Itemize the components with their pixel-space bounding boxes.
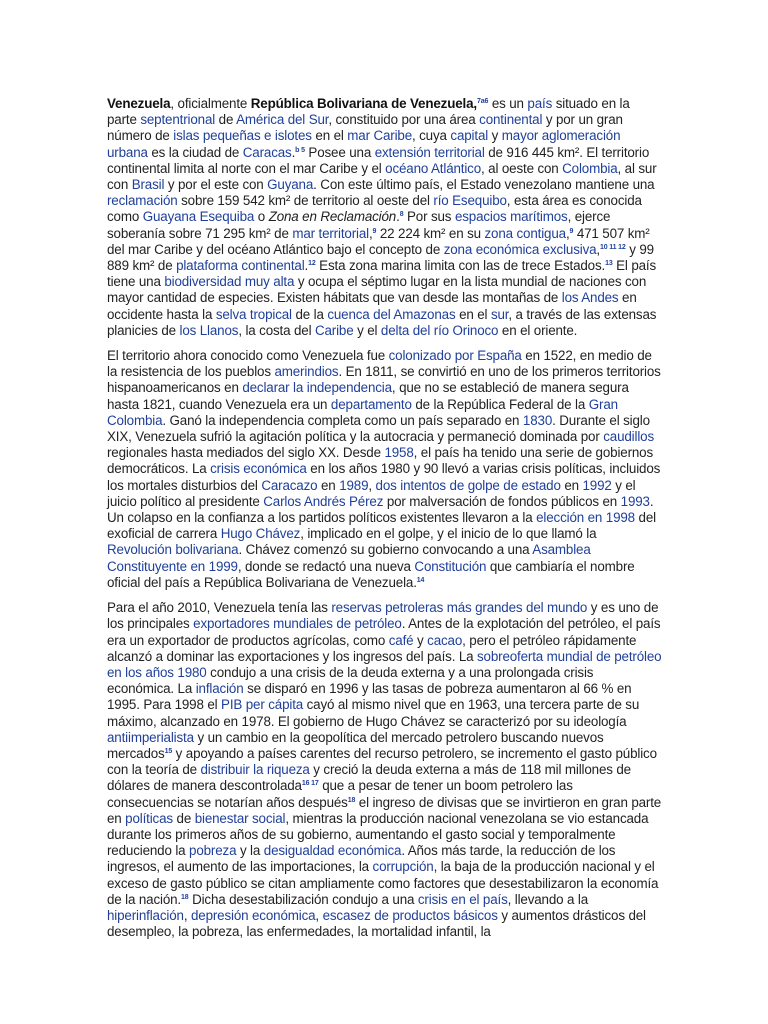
article-link[interactable]: Brasil xyxy=(131,177,165,193)
italic-text: Zona en Reclamación xyxy=(268,209,397,225)
reference-superscript[interactable]: 15 xyxy=(164,747,173,755)
reference-superscript[interactable]: 16 17 xyxy=(301,780,319,788)
article-link[interactable]: crisis económica xyxy=(210,461,307,477)
article-link[interactable]: sobreoferta mundial de petróleo en los años 1980 xyxy=(107,648,662,680)
text-run: en el xyxy=(455,306,491,322)
article-link[interactable]: departamento xyxy=(330,396,412,412)
text-run: de xyxy=(172,810,195,826)
article-link[interactable]: selva tropical xyxy=(215,306,292,322)
article-link[interactable]: caudillos xyxy=(603,429,655,445)
text-run: , a través de las extensas planicies de xyxy=(107,306,657,338)
text-run: , xyxy=(596,241,600,257)
text-run: Posee una xyxy=(304,144,375,160)
article-link[interactable]: continental xyxy=(479,112,543,128)
text-run: Para el año 2010, Venezuela tenía las xyxy=(107,600,332,616)
article-link[interactable]: hiperinflación xyxy=(107,907,184,923)
article-link[interactable]: Caracas xyxy=(242,144,292,160)
article-link[interactable]: desigualdad económica xyxy=(263,843,402,859)
article-link[interactable]: PIB per cápita xyxy=(221,697,304,713)
article-link[interactable]: mar Caribe xyxy=(347,128,412,144)
text-run: . xyxy=(291,144,296,160)
article-link[interactable]: 1989 xyxy=(339,477,369,493)
reference-superscript[interactable]: 18 xyxy=(181,893,189,901)
text-run: por malversación de fondos públicos en xyxy=(383,493,621,509)
article-link[interactable]: pobreza xyxy=(189,843,237,859)
article-link[interactable]: delta del río Orinoco xyxy=(380,322,499,338)
text-run: , mientras la producción nacional venezolana se vio estancada durante los primeros años de su gobierno, aumentando el gasto social y temporalmente reduciendo la xyxy=(107,810,649,859)
article-link[interactable]: corrupción xyxy=(372,859,434,875)
article-link[interactable]: distribuir la riqueza xyxy=(200,762,310,778)
text-run: . Durante el siglo XIX, Venezuela sufrió la agitación política y la autocracia y permaneció dominada por xyxy=(107,412,650,445)
reference-superscript[interactable]: 18 xyxy=(347,796,356,804)
text-run: , donde se redactó una nueva xyxy=(237,558,415,574)
text-run: y creció la deuda externa a más de 118 mil millones de dólares de manera descontrolada xyxy=(107,762,631,794)
text-run: y aumentos drásticos del desempleo, la pobreza, las enfermedades, la mortalidad infantil, la xyxy=(107,907,646,940)
text-run: , esta área es conocida como xyxy=(107,193,642,225)
text-run: Por sus xyxy=(403,209,455,225)
text-run: en 1522, en medio de la resistencia de los pueblos xyxy=(107,348,652,380)
reference-superscript[interactable]: b xyxy=(295,146,300,154)
article-link[interactable]: extensión territorial xyxy=(374,144,485,160)
text-run: , implicado en el golpe, y el inicio de lo que llamó la xyxy=(300,526,597,542)
text-run: es un xyxy=(488,96,528,111)
text-run: , ejerce soberanía sobre 71 295 km² de xyxy=(107,209,611,241)
article-link[interactable]: 1958 xyxy=(384,445,414,461)
text-run: . Un colapso en la confianza a los partidos políticos existentes llevaron a la xyxy=(107,493,654,526)
article-link[interactable]: 1830 xyxy=(522,412,553,428)
text-run: , constituido por una área xyxy=(328,112,480,128)
text-run: y por el este con xyxy=(164,177,268,193)
text-run: y un cambio en la geopolítica del mercado petrolero buscando nuevos mercados xyxy=(107,729,604,761)
text-run: . xyxy=(396,209,400,225)
text-run: de la República Federal de la xyxy=(411,396,589,412)
article-link[interactable]: biodiversidad muy alta xyxy=(164,274,295,290)
article-link[interactable]: depresión económica xyxy=(190,907,316,923)
text-run: , xyxy=(368,225,373,241)
text-run: en el xyxy=(311,128,348,144)
text-run: . Años más tarde, la reducción de los ingresos, el aumento de las importaciones, la xyxy=(107,843,616,875)
text-run: , pero el petróleo rápidamente alcanzó a dominar las exportaciones y los ingresos del país. La xyxy=(107,632,637,664)
article-link[interactable]: reservas petroleras más grandes del mundo xyxy=(331,600,588,616)
article-link[interactable]: Carlos Andrés Pérez xyxy=(263,493,384,509)
text-run: en occidente hasta la xyxy=(107,290,637,322)
article-link[interactable]: colonizado por España xyxy=(388,348,522,364)
article-link[interactable]: cacao xyxy=(427,632,463,648)
text-run: condujo a una crisis de la deuda externa y a una prolongada crisis económica. La xyxy=(107,664,594,697)
article-link[interactable]: Hugo Chávez xyxy=(220,526,301,542)
article-link[interactable]: elección en 1998 xyxy=(536,510,635,526)
article-link[interactable]: cuenca del Amazonas xyxy=(327,306,456,322)
article-link[interactable]: escasez de productos básicos xyxy=(322,907,498,923)
article-link[interactable]: mar territorial xyxy=(292,225,369,241)
text-run: y 99 889 km² de xyxy=(107,241,654,274)
article-body xyxy=(107,96,662,949)
article-link[interactable]: café xyxy=(388,632,414,648)
reference-superscript[interactable]: 13 xyxy=(605,260,613,268)
text-run: se disparó en 1996 y las tasas de pobreza aumentaron al 66 % en 1995. Para 1998 el xyxy=(107,681,632,713)
reference-superscript[interactable]: 5 xyxy=(299,146,305,154)
article-link[interactable]: septentrional xyxy=(140,112,216,128)
text-run: 471 507 km² del mar Caribe y del océano Atlántico bajo el concepto de xyxy=(107,225,650,257)
article-link[interactable]: dos intentos de golpe de estado xyxy=(375,477,561,493)
article-link[interactable]: Caribe xyxy=(314,322,354,338)
article-link[interactable]: Gran Colombia xyxy=(107,396,618,428)
text-run: Esta zona marina limita con las de trece Estados. xyxy=(315,258,606,274)
article-link[interactable]: espacios marítimos xyxy=(454,209,568,225)
reference-superscript[interactable]: 8 xyxy=(399,211,404,219)
text-run: y xyxy=(413,632,428,648)
reference-superscript[interactable]: 6 xyxy=(484,98,489,105)
article-link[interactable]: país xyxy=(527,96,553,111)
text-run: . Con este último país, el Estado venezolano mantiene una xyxy=(313,177,655,193)
reference-superscript[interactable]: a xyxy=(480,98,485,105)
article-link[interactable]: exportadores mundiales de petróleo xyxy=(193,616,402,632)
text-run: sobre 159 542 km² de territorio al oeste del xyxy=(177,193,434,209)
text-run: , xyxy=(368,477,376,493)
text-run: Dicha desestabilización condujo a una xyxy=(188,891,418,907)
article-link[interactable]: políticas xyxy=(125,810,173,826)
article-link[interactable]: bienestar social xyxy=(194,810,286,826)
text-run: , el país ha tenido una serie de gobiernos democráticos. La xyxy=(107,445,654,477)
article-link[interactable]: 1993 xyxy=(620,493,650,509)
article-paragraph xyxy=(107,96,662,339)
reference-superscript[interactable]: 10 11 12 xyxy=(600,243,626,251)
text-run: y apoyando a países carentes del recurso petrolero, se incremento el gasto público con la teoría de xyxy=(107,745,657,778)
text-run: , la baja de la producción nacional y el exceso de gasto público se citan ampliamente como factores que desestabilizaron la economía de la nación. xyxy=(107,859,659,907)
text-run: de 916 445 km². El territorio continental limita al norte con el mar Caribe y el xyxy=(107,144,650,176)
text-run: , xyxy=(183,907,191,923)
article-link[interactable]: Caracazo xyxy=(261,477,318,493)
text-run: situado en la parte xyxy=(107,96,630,128)
article-link[interactable]: declarar la independencia xyxy=(242,380,392,396)
text-run: , al oeste con xyxy=(481,160,563,176)
text-run: en xyxy=(317,477,340,493)
bold-text: Venezuela xyxy=(107,96,171,111)
text-run: . Ganó la independencia completa como un país separado en xyxy=(162,412,523,428)
article-link[interactable]: 1992 xyxy=(582,477,612,493)
text-run: . Chávez comenzó su gobierno convocando a una xyxy=(238,542,533,558)
article-link[interactable]: inflación xyxy=(195,681,244,697)
text-run: . Antes de la explotación del petróleo, el país era un exportador de productos agrícolas, como xyxy=(107,616,661,648)
article-link[interactable]: capital xyxy=(450,128,489,144)
article-link[interactable]: zona contigua xyxy=(484,225,566,241)
article-paragraph xyxy=(107,600,662,940)
article-link[interactable]: los Llanos xyxy=(179,322,239,338)
article-link[interactable]: mayor aglomeración urbana xyxy=(107,128,621,160)
reference-superscript[interactable]: 9 xyxy=(372,227,377,235)
article-link[interactable]: río Esequibo xyxy=(433,193,507,209)
article-link[interactable]: océano Atlántico xyxy=(385,160,482,176)
article-link[interactable]: sur xyxy=(490,306,509,322)
text-run: es la ciudad de xyxy=(147,144,243,160)
text-run: cayó al mismo nivel que en 1963, una tercera parte de su máximo, alcanzado en 1978. El gobierno de Hugo Chávez se caracterizó por su ideología xyxy=(107,697,640,729)
article-link[interactable]: América del Sur xyxy=(236,112,329,128)
text-run: , cuya xyxy=(412,128,451,144)
bold-text: República Bolivariana de Venezuela xyxy=(250,96,474,111)
article-link[interactable]: antiimperialista xyxy=(107,729,194,745)
reference-superscript[interactable]: 9 xyxy=(569,227,574,235)
article-link[interactable]: crisis en el país xyxy=(417,891,508,907)
text-run: que cambiaría el nombre oficial del país a República Bolivariana de Venezuela. xyxy=(107,558,635,590)
text-run: , la costa del xyxy=(238,322,315,338)
text-run: , al sur con xyxy=(107,160,657,193)
article-link[interactable]: islas pequeñas e islotes xyxy=(173,128,312,144)
article-link[interactable]: Guyana xyxy=(267,177,314,193)
article-paragraph xyxy=(107,348,662,591)
reference-superscript[interactable]: 14 xyxy=(416,576,425,584)
article-link[interactable]: Colombia xyxy=(562,160,618,176)
article-link[interactable]: zona económica exclusiva xyxy=(443,241,597,257)
text-run: El territorio ahora conocido como Venezuela fue xyxy=(107,348,389,364)
text-run: , xyxy=(565,225,570,241)
text-run: o xyxy=(254,209,269,225)
article-link[interactable]: Constitución xyxy=(414,558,487,574)
text-run: , llevando a la xyxy=(507,891,589,907)
text-run: y por un gran número de xyxy=(107,112,623,144)
text-run: y ocupa el séptimo lugar en la lista mundial de naciones con mayor cantidad de especies. Existen hábitats que van desde las montañas de xyxy=(107,274,647,306)
article-link[interactable]: los Andes xyxy=(561,290,619,306)
text-run: regionales hasta mediados del siglo XX. Desde xyxy=(107,445,385,461)
reference-superscript[interactable]: 12 xyxy=(308,260,316,268)
bold-text: , xyxy=(473,96,477,111)
text-run: del exoficial de carrera xyxy=(107,510,656,542)
text-run: , oficialmente xyxy=(170,96,251,111)
text-run: y el juicio político al presidente xyxy=(107,477,636,509)
article-link[interactable]: Revolución bolivariana xyxy=(107,542,239,558)
article-link[interactable]: amerindios xyxy=(274,364,339,380)
text-run: en los años 1980 y 90 llevó a varias crisis políticas, incluidos los mortales disturbios del xyxy=(107,461,661,493)
text-run: el ingreso de divisas que se invirtieron en gran parte en xyxy=(107,794,662,826)
article-link[interactable]: Guayana Esequiba xyxy=(142,209,255,225)
text-run: . xyxy=(304,258,309,274)
text-run: de la xyxy=(291,306,328,322)
text-run: . En 1811, se convirtió en uno de los primeros territorios hispanoamericanos en xyxy=(107,364,661,396)
article-link[interactable]: reclamación xyxy=(107,193,178,209)
text-run: de xyxy=(215,112,237,128)
text-run: El país tiene una xyxy=(107,258,657,290)
text-run: 22 224 km² en su xyxy=(376,225,485,241)
reference-superscript[interactable]: 7 xyxy=(477,98,481,105)
text-run: en el oriente. xyxy=(498,322,578,338)
text-run: y es uno de los principales xyxy=(107,600,659,632)
text-run: en xyxy=(560,477,583,493)
text-run: y la xyxy=(236,843,264,859)
article-link[interactable]: plataforma continental xyxy=(176,258,305,274)
text-run: que a pesar de tener un boom petrolero las consecuencias se notarían años después xyxy=(107,778,573,810)
text-run: y xyxy=(488,128,502,144)
text-run: y el xyxy=(353,322,381,338)
text-run: , que no se estableció de manera segura hasta 1821, cuando Venezuela era un xyxy=(107,380,629,412)
article-link[interactable]: Asamblea Constituyente en 1999 xyxy=(107,542,591,574)
text-run: , xyxy=(315,907,323,923)
